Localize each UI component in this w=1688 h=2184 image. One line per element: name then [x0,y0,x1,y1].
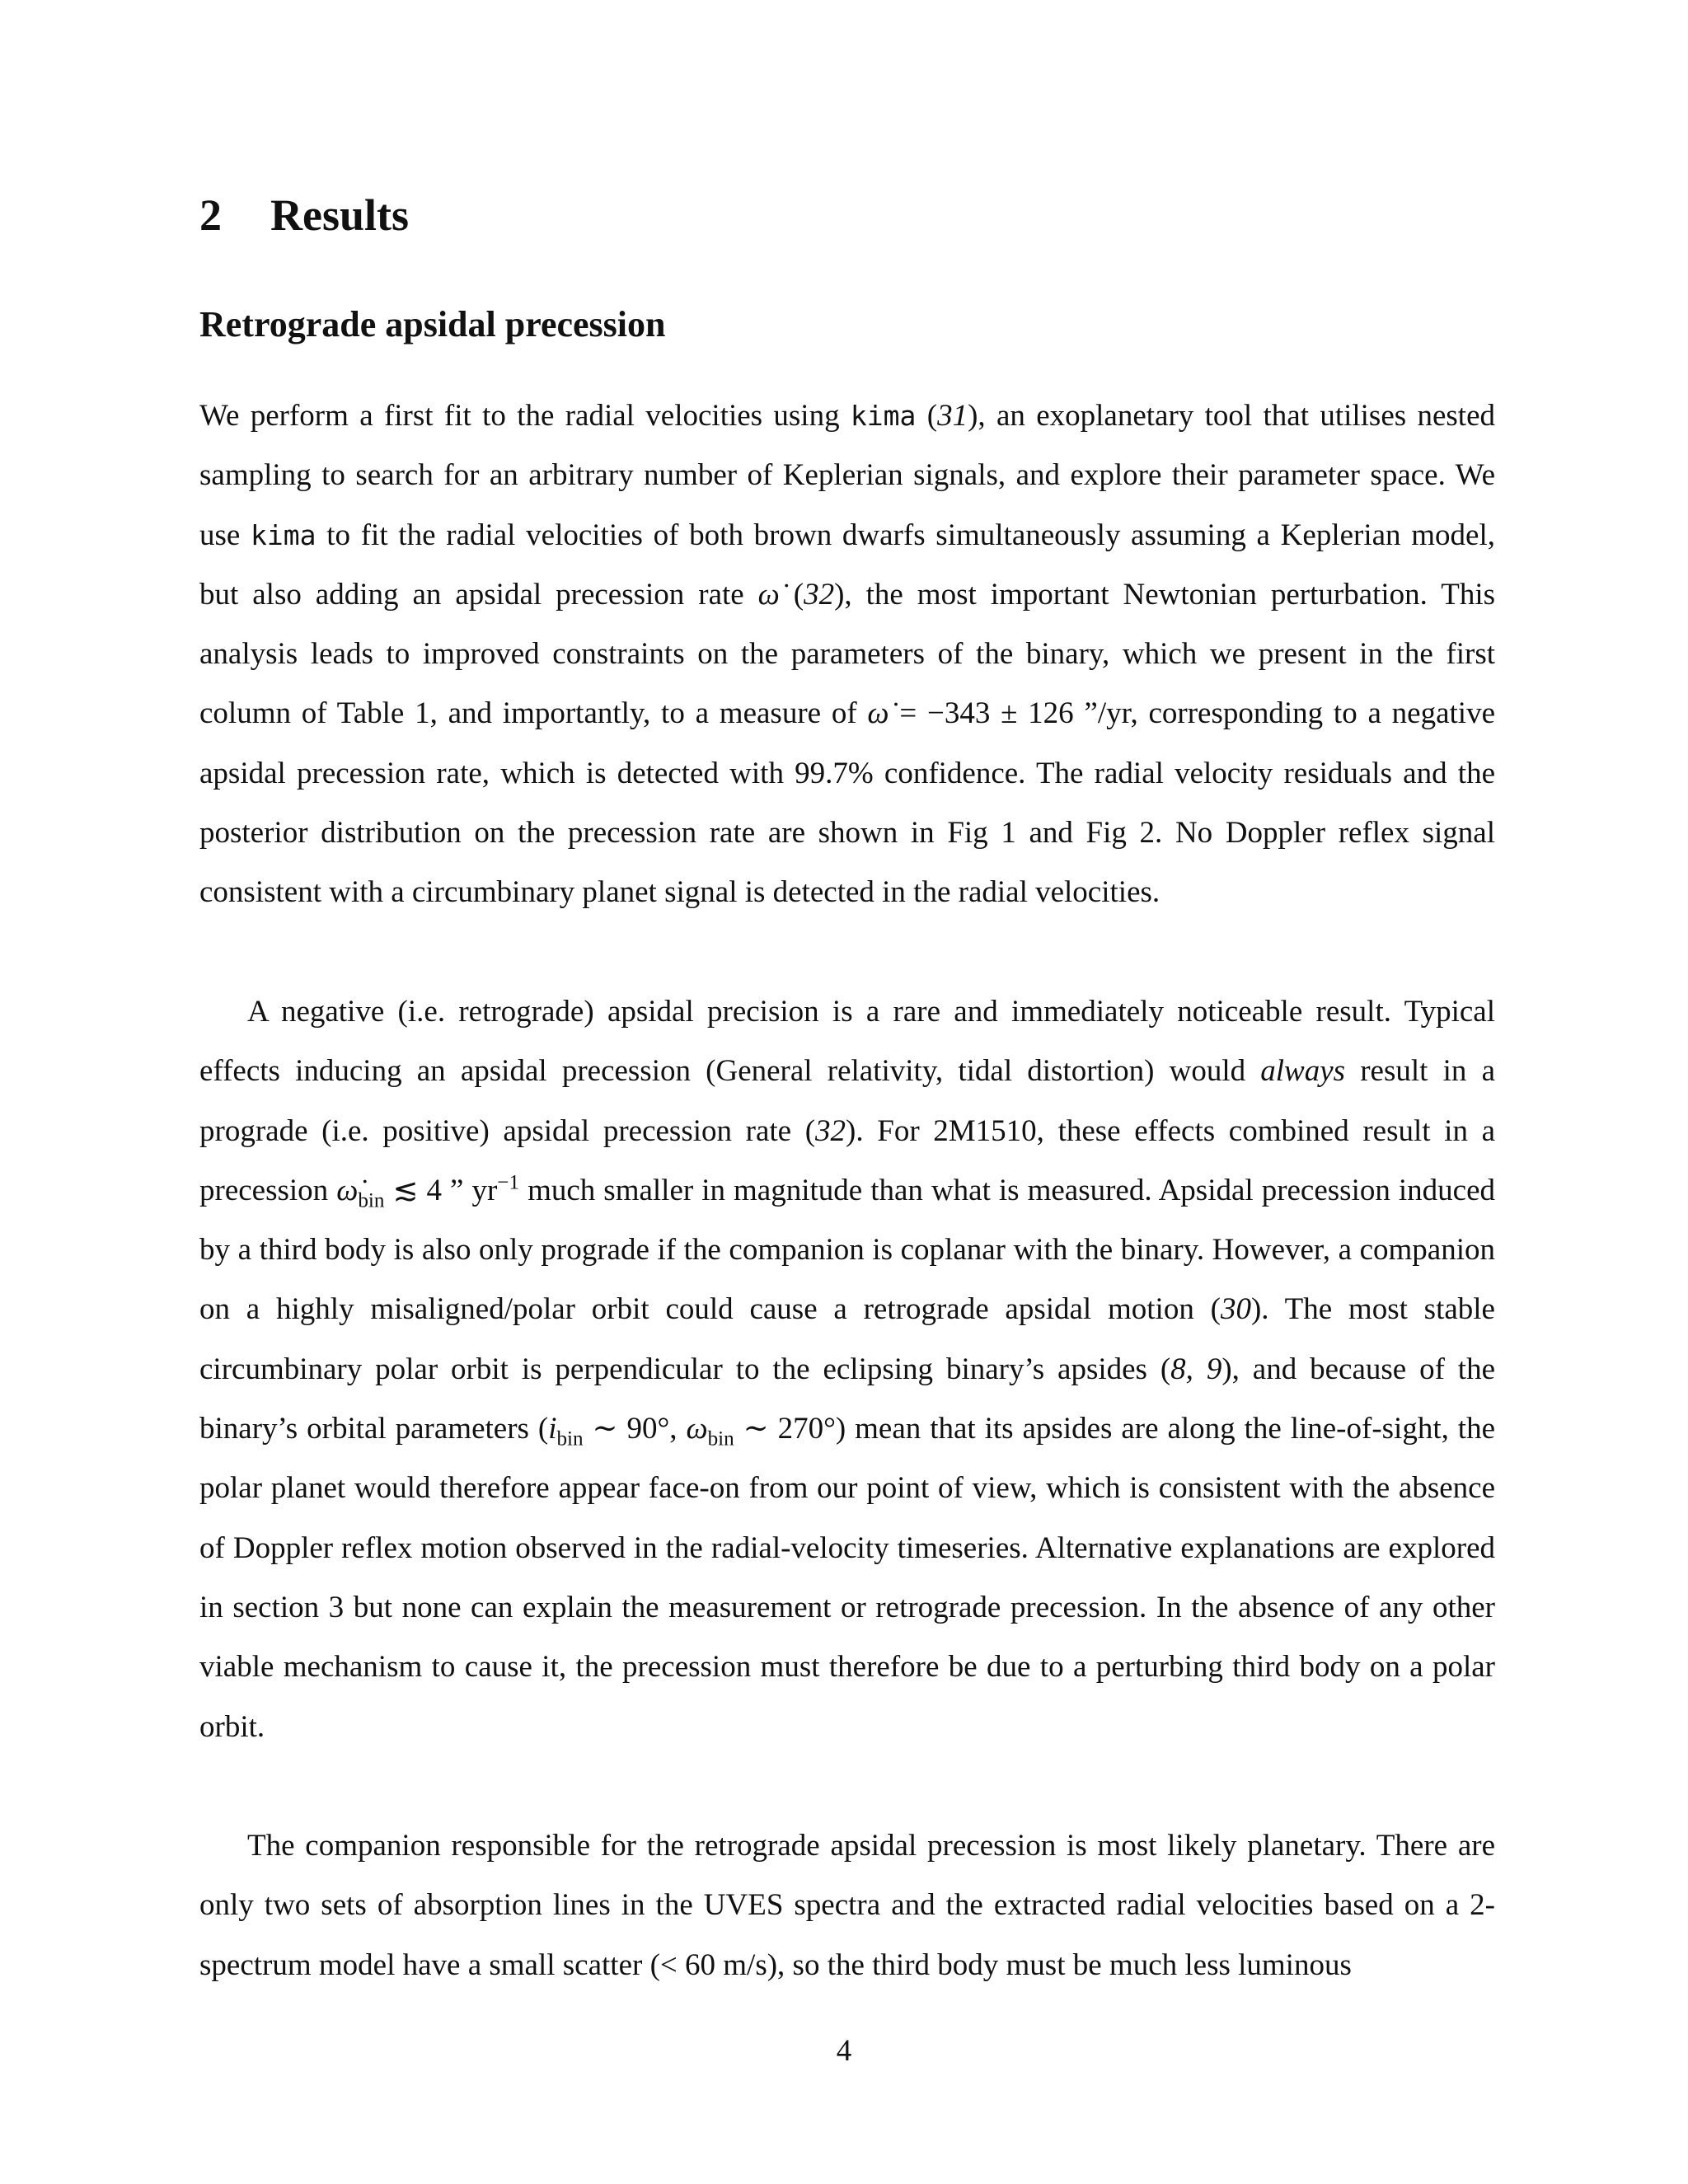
text: ), and because of the binary’s orbital parameters ( [199,1352,1496,1446]
text: ∼ 90°, [583,1412,687,1446]
text: ≲ 4 ” yr [384,1173,498,1207]
subsection-heading: Retrograde apsidal precession [199,304,666,344]
math-superscript: −1 [497,1171,520,1194]
paragraph-1 [199,387,1495,923]
text: = −343 ± 126 ”/yr, corresponding to a negative apsidal precession rate, which is detected with 99.7% confidence. The radial velocity residuals and the posterior distribution on the precession rate are shown in Fig 1 and Fig 2. No Doppler reflex signal consistent with a circumbinary planet signal is detected in the radial velocities. [199,696,1495,910]
math-subscript: bin [358,1189,385,1212]
text: to fit the radial velocities of both brown dwarfs simultaneously assuming a Keplerian model, but also adding an apsidal precession rate [199,518,1495,612]
text: ∼ 270°) mean that its apsides are along the line-of-sight, the polar planet would therefore appear face-on from our point of view, which is consistent with the absence of Doppler reflex motion observed in the radial-velocity timeseries. Alternative explanations are explored in section 3 but none can explain the measurement or retrograde precession. In the absence of any other viable mechanism to cause it, the precession must therefore be due to a perturbing third body on a polar orbit. [199,1412,1495,1744]
citation: 8, 9 [1170,1352,1222,1386]
math-symbol: ω̇ [757,577,780,612]
math-symbol: ω̇ [336,1173,359,1207]
citation: 30 [1220,1292,1251,1327]
text: ), an exoplanetary tool that utilises nested sampling to search for an arbitrary number of Keplerian signals, and explore their parameter space. We use [199,399,1496,552]
math-subscript: bin [556,1427,584,1451]
text: ( [916,399,938,433]
citation: 32 [804,577,835,612]
text: We perform a first fit to the radial velocities using [199,399,851,433]
body-text [199,387,1495,1995]
paragraph-3 [199,1816,1495,1995]
page-number: 4 [836,2034,852,2068]
text: ). For 2M1510, these effects combined result in a precession [199,1113,1495,1207]
section-heading [199,186,409,244]
math-symbol: ω [686,1412,708,1446]
math-symbol: i [548,1412,557,1446]
math-symbol: ω̇ [867,696,889,731]
math-subscript: bin [707,1427,734,1451]
text: result in a prograde (i.e. positive) apsidal precession rate ( [199,1054,1495,1148]
citation: 31 [937,399,968,433]
text: much smaller in magnitude than what is measured. Apsidal precession induced by a third body is also only prograde if the companion is coplanar with the binary. However, a companion on a highly misaligned/polar orbit could cause a retrograde apsidal motion ( [199,1173,1495,1327]
text: ). The most stable circumbinary polar orbit is perpendicular to the eclipsing binary’s apsides ( [199,1292,1495,1386]
text: A negative (i.e. retrograde) apsidal precision is a rare and immediately noticeable result. Typical effects inducing an apsidal precession (General relativity, tidal distortion) would [199,994,1495,1089]
text: The companion responsible for the retrograde apsidal precession is most likely planetary. There are only two sets of absorption lines in the UVES spectra and the extracted radial velocities based on a 2-spectrum model have a small scatter (< 60 m/s), so the third body must be much less luminous [199,1829,1495,1982]
code-tool-name: kima [251,518,316,551]
citation: 32 [815,1113,846,1148]
text: ( [779,577,804,612]
section-number: 2 [199,190,222,240]
paragraph-2 [199,982,1495,1757]
code-tool-name: kima [850,400,917,432]
section-title: Results [270,190,410,240]
text: ), the most important Newtonian perturbation. This analysis leads to improved constraints on the parameters of the binary, which we present in the first column of Table 1, and importantly, to a measure of [199,577,1496,731]
emphasis: always [1260,1054,1346,1089]
